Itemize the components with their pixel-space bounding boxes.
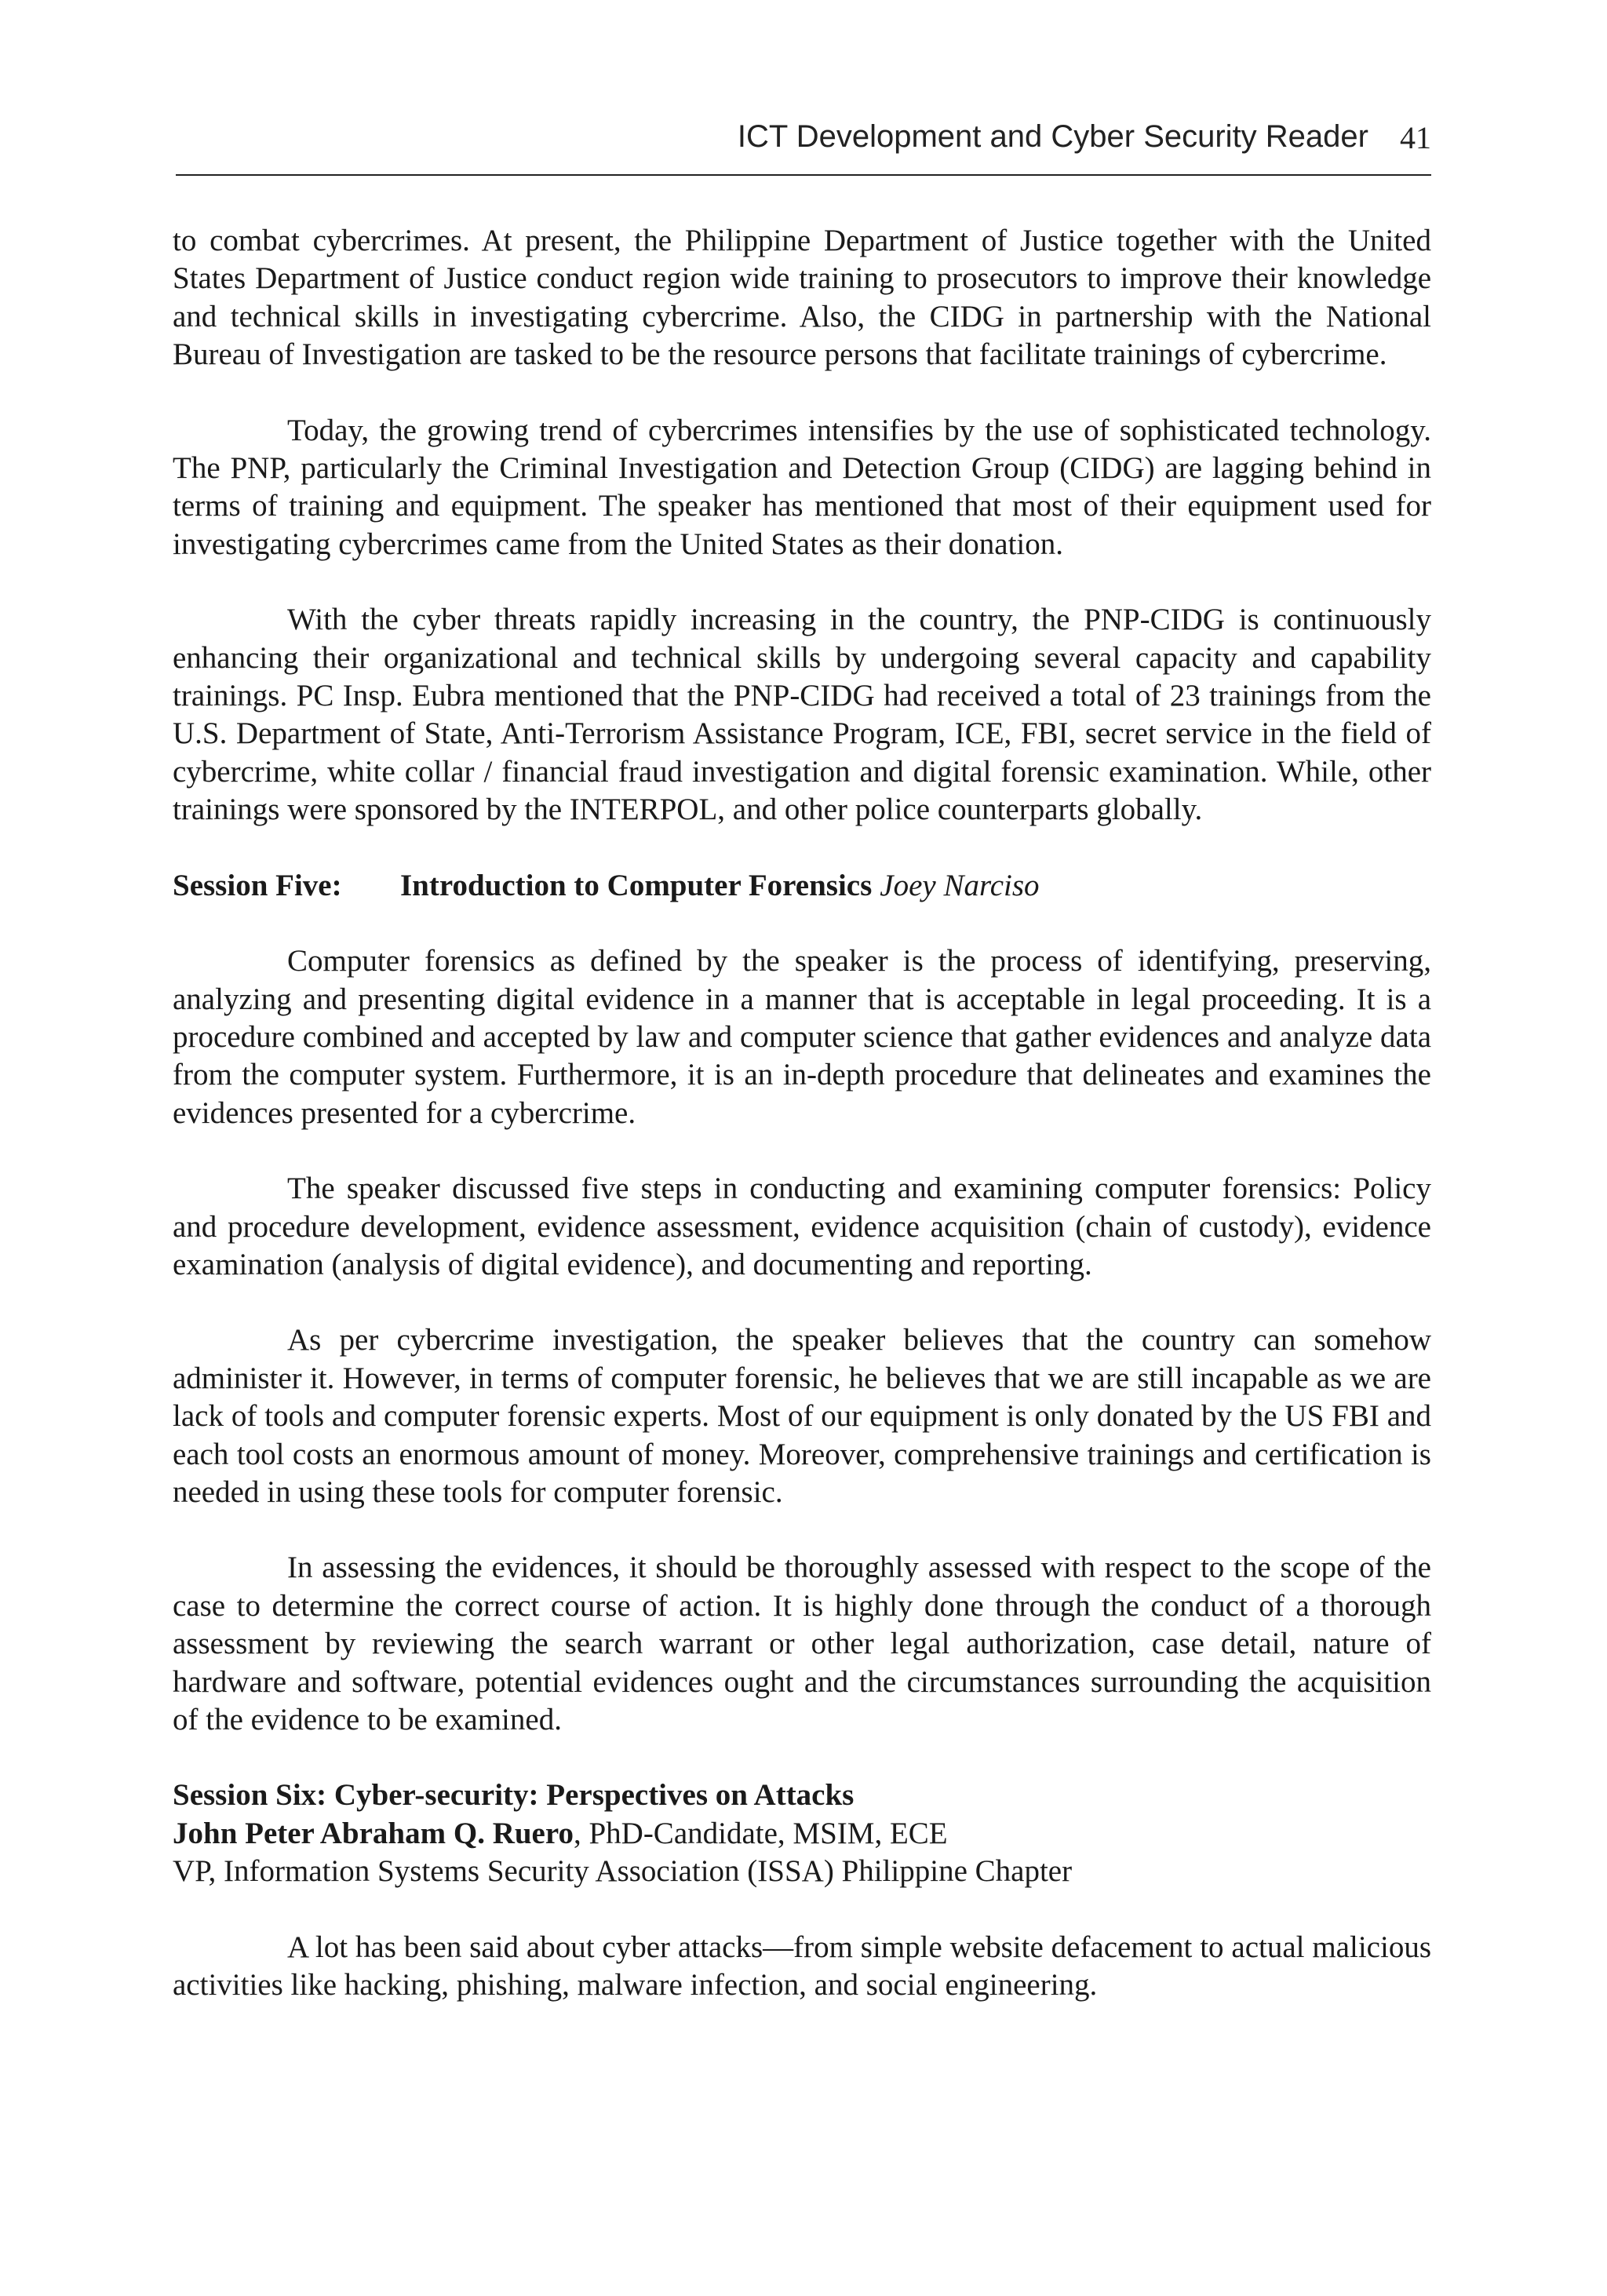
paragraph-trainings: With the cyber threats rapidly increasing in the country, the PNP-CIDG is continuously enhancing their organizational and technical skills by undergoing several capacity and capability trainings. PC Insp. Eubra mentioned that the PNP-CIDG had received a total of 23 trainings from the U.S. Department of State, Anti-Terrorism Assistance Program, ICE, FBI, secret service in the field of cybercrime, white collar / financial fraud investigation and digital forensic examination. While, other trainings were sponsored by the INTERPOL, and other police counterparts globally.	[173, 603, 1431, 827]
paragraph-cyber-attacks: A lot has been said about cyber attacks—from simple website defacement to actual malicious activities like hacking, phishing, malware infection, and social engineering.	[173, 1930, 1431, 2003]
session-six-speaker-line	[173, 1815, 1431, 1853]
session-six-affiliation: VP, Information Systems Security Association (ISSA) Philippine Chapter	[173, 1854, 1073, 1889]
session-five-label: Session Five:	[173, 868, 342, 902]
session-six-title: Session Six: Cyber-security: Perspectives on Attacks	[173, 1778, 855, 1813]
paragraph-five-steps: The speaker discussed five steps in conducting and examining computer forensics: Policy and procedure development, evidence assessment, evidence acquisition (chain of custody), evidence examination (analysis of digital evidence), and documenting and reporting.	[173, 1172, 1431, 1281]
page-number: 41	[1400, 120, 1431, 155]
session-five-heading	[173, 867, 1431, 905]
paragraph-continuation: to combat cybercrimes. At present, the Philippine Department of Justice together with the United States Department of Justice conduct region wide training to prosecutors to improve their knowledge and technical skills in investigating cybercrime. Also, the CIDG in partnership with the National Bureau of Investigation are tasked to be the resource persons that facilitate trainings of cybercrime.	[173, 224, 1431, 372]
session-six-speaker-name: John Peter Abraham Q. Ruero	[173, 1816, 574, 1850]
paragraph-trend: Today, the growing trend of cybercrimes intensifies by the use of sophisticated technology. The PNP, particularly the Criminal Investigation and Detection Group (CIDG) are lagging behind in terms of training and equipment. The speaker has mentioned that most of their equipment used for investigating cybercrimes came from the United States as their donation.	[173, 413, 1431, 561]
page-body	[173, 222, 1431, 2042]
running-header-title: ICT Development and Cyber Security Reader	[737, 119, 1368, 154]
session-six-speaker-credentials: , PhD-Candidate, MSIM, ECE	[573, 1816, 948, 1850]
session-five-topic: Introduction to Computer Forensics	[400, 868, 873, 902]
session-six-heading	[173, 1777, 1431, 1890]
paragraph-assessment: In assessing the evidences, it should be thoroughly assessed with respect to the scope of the case to determine the correct course of action. It is highly done through the conduct of a thorough assessment by reviewing the search warrant or other legal authorization, case detail, nature of hardware and software, potential evidences ought and the circumstances surrounding the acquisition of the evidence to be examined.	[173, 1551, 1431, 1737]
session-five-speaker: Joey Narciso	[880, 868, 1040, 902]
paragraph-forensics-definition: Computer forensics as defined by the speaker is the process of identifying, preserving, analyzing and presenting digital evidence in a manner that is acceptable in legal proceeding. It is a procedure combined and accepted by law and computer science that gather evidences and analyze data from the computer system. Furthermore, it is an in-depth procedure that delineates and examines the evidences presented for a cybercrime.	[173, 944, 1431, 1130]
paragraph-capability: As per cybercrime investigation, the speaker believes that the country can somehow administer it. However, in terms of computer forensic, he believes that we are still incapable as we are lack of tools and computer forensic experts. Most of our equipment is only donated by the US FBI and each tool costs an enormous amount of money. Moreover, comprehensive trainings and certification is needed in using these tools for computer forensic.	[173, 1323, 1431, 1509]
running-header	[176, 118, 1431, 176]
